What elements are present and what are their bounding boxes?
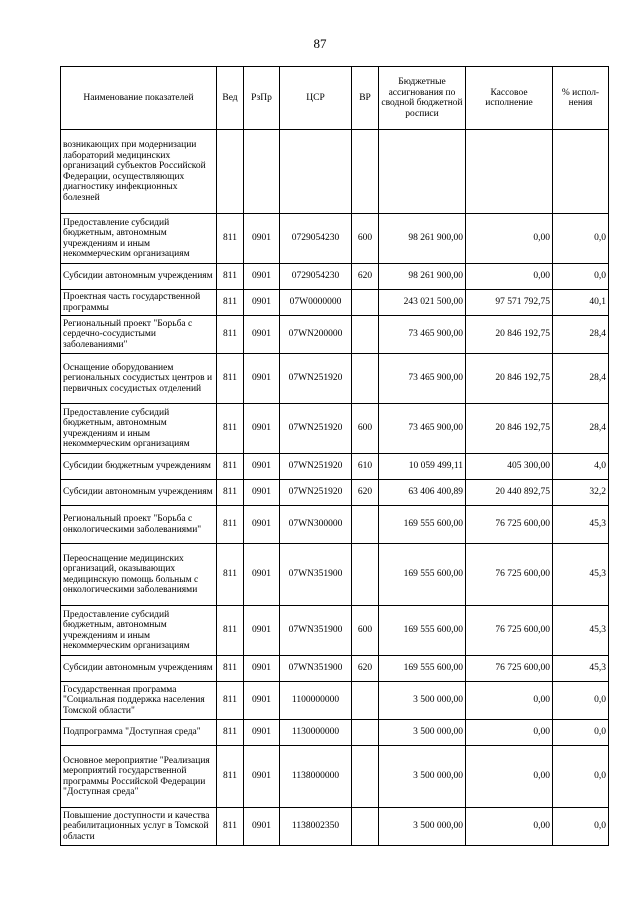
row-percent: 0,0 bbox=[553, 746, 609, 808]
row-csr: 07WN351900 bbox=[280, 656, 352, 682]
row-assigned: 3 500 000,00 bbox=[379, 682, 466, 720]
header-name: Наименование показателей bbox=[61, 67, 217, 130]
row-executed: 20 440 892,75 bbox=[466, 480, 553, 506]
row-ved: 811 bbox=[217, 454, 244, 480]
row-name: Субсидии бюджетным учреждениям bbox=[61, 454, 217, 480]
row-csr: 1130000000 bbox=[280, 720, 352, 746]
row-ved: 811 bbox=[217, 290, 244, 316]
row-ved: 811 bbox=[217, 682, 244, 720]
row-ved bbox=[217, 130, 244, 214]
table-row bbox=[61, 606, 609, 656]
row-name: Субсидии автономным учреждениям bbox=[61, 264, 217, 290]
row-assigned: 98 261 900,00 bbox=[379, 264, 466, 290]
header-vr: ВР bbox=[352, 67, 379, 130]
row-executed: 0,00 bbox=[466, 214, 553, 264]
header-csr: ЦСР bbox=[280, 67, 352, 130]
row-vr: 610 bbox=[352, 454, 379, 480]
row-ved: 811 bbox=[217, 404, 244, 454]
row-vr: 600 bbox=[352, 404, 379, 454]
row-vr: 620 bbox=[352, 656, 379, 682]
row-assigned: 10 059 499,11 bbox=[379, 454, 466, 480]
table-row bbox=[61, 130, 609, 214]
row-ved: 811 bbox=[217, 316, 244, 354]
row-executed: 20 846 192,75 bbox=[466, 354, 553, 404]
row-rzpr: 0901 bbox=[244, 506, 280, 544]
row-executed: 20 846 192,75 bbox=[466, 316, 553, 354]
row-csr: 07WN251920 bbox=[280, 354, 352, 404]
header-assigned: Бюджетные ассигнования по сводной бюджетной росписи bbox=[379, 67, 466, 130]
row-assigned: 98 261 900,00 bbox=[379, 214, 466, 264]
row-name: Основное мероприятие "Реализация мероприятий государственной программы Российской Федерации "Доступная среда" bbox=[61, 746, 217, 808]
row-rzpr bbox=[244, 130, 280, 214]
row-percent: 45,3 bbox=[553, 606, 609, 656]
row-percent: 28,4 bbox=[553, 354, 609, 404]
table-row bbox=[61, 480, 609, 506]
row-vr bbox=[352, 544, 379, 606]
row-percent: 0,0 bbox=[553, 214, 609, 264]
row-ved: 811 bbox=[217, 720, 244, 746]
row-ved: 811 bbox=[217, 264, 244, 290]
header-ved: Вед bbox=[217, 67, 244, 130]
row-executed bbox=[466, 130, 553, 214]
row-name: Повышение доступности и качества реабилитационных услуг в Томской области bbox=[61, 808, 217, 846]
table-row bbox=[61, 214, 609, 264]
row-percent: 0,0 bbox=[553, 808, 609, 846]
row-rzpr: 0901 bbox=[244, 404, 280, 454]
row-rzpr: 0901 bbox=[244, 290, 280, 316]
row-vr bbox=[352, 746, 379, 808]
budget-table bbox=[60, 66, 609, 846]
row-rzpr: 0901 bbox=[244, 606, 280, 656]
row-assigned: 73 465 900,00 bbox=[379, 316, 466, 354]
row-name: Предоставление субсидий бюджетным, автономным учреждениям и иным некоммерческим организациям bbox=[61, 214, 217, 264]
row-executed: 0,00 bbox=[466, 746, 553, 808]
row-assigned: 169 555 600,00 bbox=[379, 506, 466, 544]
row-vr bbox=[352, 316, 379, 354]
row-percent: 28,4 bbox=[553, 404, 609, 454]
row-name: Региональный проект "Борьба с сердечно-сосудистыми заболеваниями" bbox=[61, 316, 217, 354]
row-percent: 0,0 bbox=[553, 682, 609, 720]
row-ved: 811 bbox=[217, 606, 244, 656]
row-assigned: 169 555 600,00 bbox=[379, 544, 466, 606]
row-vr bbox=[352, 808, 379, 846]
table-row bbox=[61, 290, 609, 316]
row-executed: 0,00 bbox=[466, 808, 553, 846]
row-percent: 45,3 bbox=[553, 506, 609, 544]
row-vr: 600 bbox=[352, 214, 379, 264]
row-vr: 620 bbox=[352, 480, 379, 506]
table-row bbox=[61, 454, 609, 480]
row-executed: 0,00 bbox=[466, 682, 553, 720]
row-assigned: 3 500 000,00 bbox=[379, 720, 466, 746]
row-csr: 1100000000 bbox=[280, 682, 352, 720]
table-row bbox=[61, 316, 609, 354]
row-percent: 0,0 bbox=[553, 720, 609, 746]
row-rzpr: 0901 bbox=[244, 720, 280, 746]
row-assigned bbox=[379, 130, 466, 214]
row-assigned: 169 555 600,00 bbox=[379, 656, 466, 682]
row-rzpr: 0901 bbox=[244, 354, 280, 404]
row-rzpr: 0901 bbox=[244, 544, 280, 606]
table-row bbox=[61, 544, 609, 606]
row-ved: 811 bbox=[217, 544, 244, 606]
row-percent: 0,0 bbox=[553, 264, 609, 290]
row-name: Предоставление субсидий бюджетным, автономным учреждениям и иным некоммерческим организациям bbox=[61, 606, 217, 656]
row-rzpr: 0901 bbox=[244, 454, 280, 480]
row-vr bbox=[352, 682, 379, 720]
row-assigned: 243 021 500,00 bbox=[379, 290, 466, 316]
table-row bbox=[61, 404, 609, 454]
table-row bbox=[61, 682, 609, 720]
row-vr bbox=[352, 354, 379, 404]
row-csr: 07WN251920 bbox=[280, 454, 352, 480]
row-executed: 76 725 600,00 bbox=[466, 544, 553, 606]
row-executed: 405 300,00 bbox=[466, 454, 553, 480]
row-name: Оснащение оборудованием региональных сосудистых центров и первичных сосудистых отделений bbox=[61, 354, 217, 404]
row-name: Региональный проект "Борьба с онкологическими заболеваниями" bbox=[61, 506, 217, 544]
row-rzpr: 0901 bbox=[244, 656, 280, 682]
row-csr: 07WN351900 bbox=[280, 544, 352, 606]
row-percent: 4,0 bbox=[553, 454, 609, 480]
row-vr: 600 bbox=[352, 606, 379, 656]
row-name: возникающих при модернизации лабораторий медицинских организаций субъектов Российской Федерации, осуществляющих диагностику инфекционных болезней bbox=[61, 130, 217, 214]
header-executed: Кассовое исполнение bbox=[466, 67, 553, 130]
row-percent: 28,4 bbox=[553, 316, 609, 354]
row-csr: 07WN300000 bbox=[280, 506, 352, 544]
table-row bbox=[61, 746, 609, 808]
row-csr bbox=[280, 130, 352, 214]
row-assigned: 73 465 900,00 bbox=[379, 404, 466, 454]
row-executed: 20 846 192,75 bbox=[466, 404, 553, 454]
row-assigned: 73 465 900,00 bbox=[379, 354, 466, 404]
row-name: Проектная часть государственной программы bbox=[61, 290, 217, 316]
row-rzpr: 0901 bbox=[244, 214, 280, 264]
row-rzpr: 0901 bbox=[244, 746, 280, 808]
row-name: Государственная программа "Социальная поддержка населения Томской области" bbox=[61, 682, 217, 720]
header-rzpr: РзПр bbox=[244, 67, 280, 130]
row-csr: 0729054230 bbox=[280, 264, 352, 290]
row-ved: 811 bbox=[217, 506, 244, 544]
row-csr: 07W0000000 bbox=[280, 290, 352, 316]
table-row bbox=[61, 720, 609, 746]
row-csr: 1138000000 bbox=[280, 746, 352, 808]
table-row bbox=[61, 506, 609, 544]
table-row bbox=[61, 808, 609, 846]
row-assigned: 3 500 000,00 bbox=[379, 808, 466, 846]
row-vr bbox=[352, 720, 379, 746]
row-percent bbox=[553, 130, 609, 214]
row-percent: 45,3 bbox=[553, 544, 609, 606]
row-ved: 811 bbox=[217, 480, 244, 506]
row-rzpr: 0901 bbox=[244, 480, 280, 506]
header-percent: % испол-нения bbox=[553, 67, 609, 130]
row-csr: 07WN351900 bbox=[280, 606, 352, 656]
row-percent: 45,3 bbox=[553, 656, 609, 682]
row-ved: 811 bbox=[217, 354, 244, 404]
page-number: 87 bbox=[313, 36, 327, 51]
row-name: Переоснащение медицинских организаций, оказывающих медицинскую помощь больным с онкологическими заболеваниями bbox=[61, 544, 217, 606]
row-executed: 97 571 792,75 bbox=[466, 290, 553, 316]
row-rzpr: 0901 bbox=[244, 682, 280, 720]
row-csr: 1138002350 bbox=[280, 808, 352, 846]
row-ved: 811 bbox=[217, 808, 244, 846]
table-row bbox=[61, 656, 609, 682]
row-assigned: 3 500 000,00 bbox=[379, 746, 466, 808]
table-row bbox=[61, 354, 609, 404]
row-name: Субсидии автономным учреждениям bbox=[61, 480, 217, 506]
row-executed: 0,00 bbox=[466, 264, 553, 290]
row-ved: 811 bbox=[217, 746, 244, 808]
row-csr: 07WN251920 bbox=[280, 404, 352, 454]
row-name: Субсидии автономным учреждениям bbox=[61, 656, 217, 682]
row-assigned: 169 555 600,00 bbox=[379, 606, 466, 656]
row-vr bbox=[352, 506, 379, 544]
row-rzpr: 0901 bbox=[244, 264, 280, 290]
row-name: Предоставление субсидий бюджетным, автономным учреждениям и иным некоммерческим организациям bbox=[61, 404, 217, 454]
row-executed: 76 725 600,00 bbox=[466, 506, 553, 544]
table-header-row bbox=[61, 67, 609, 130]
row-vr bbox=[352, 290, 379, 316]
row-executed: 76 725 600,00 bbox=[466, 656, 553, 682]
row-rzpr: 0901 bbox=[244, 316, 280, 354]
table-row bbox=[61, 264, 609, 290]
row-csr: 07WN251920 bbox=[280, 480, 352, 506]
row-name: Подпрограмма "Доступная среда" bbox=[61, 720, 217, 746]
row-vr bbox=[352, 130, 379, 214]
row-executed: 0,00 bbox=[466, 720, 553, 746]
row-assigned: 63 406 400,89 bbox=[379, 480, 466, 506]
row-ved: 811 bbox=[217, 656, 244, 682]
row-percent: 40,1 bbox=[553, 290, 609, 316]
row-percent: 32,2 bbox=[553, 480, 609, 506]
row-ved: 811 bbox=[217, 214, 244, 264]
row-rzpr: 0901 bbox=[244, 808, 280, 846]
row-csr: 0729054230 bbox=[280, 214, 352, 264]
row-csr: 07WN200000 bbox=[280, 316, 352, 354]
row-vr: 620 bbox=[352, 264, 379, 290]
row-executed: 76 725 600,00 bbox=[466, 606, 553, 656]
